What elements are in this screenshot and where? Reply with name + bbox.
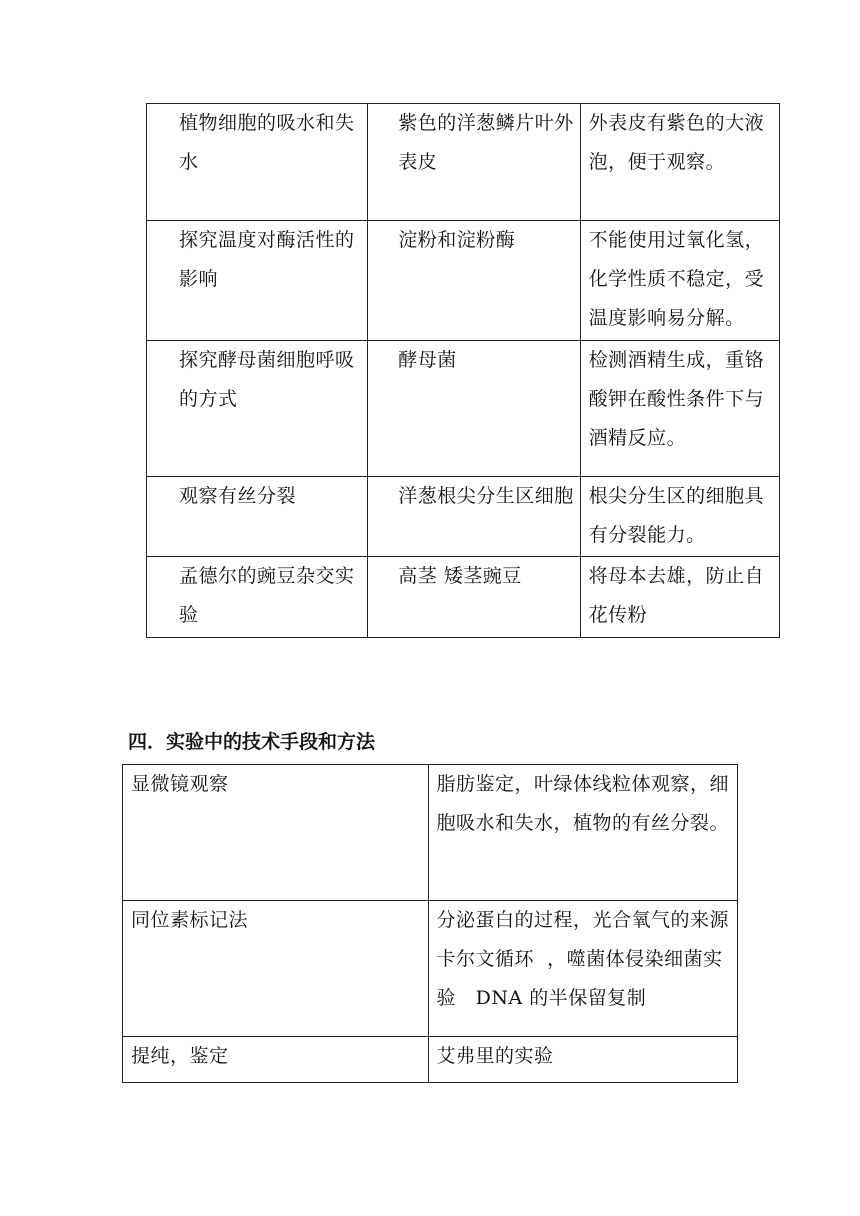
table-row (123, 765, 738, 901)
reason-cell: 根尖分生区的细胞具有分裂能力。 (580, 477, 779, 557)
examples-cell: 脂肪鉴定，叶绿体线粒体观察，细胞吸水和失水，植物的有丝分裂。 (428, 765, 738, 901)
material-cell: 酵母菌 (368, 341, 580, 477)
reason-cell: 不能使用过氧化氢，化学性质不稳定，受温度影响易分解。 (580, 221, 779, 341)
experiment-name-cell: 植物细胞的吸水和失水 (147, 104, 368, 221)
reason-cell: 外表皮有紫色的大液泡，便于观察。 (580, 104, 779, 221)
reason-cell: 检测酒精生成，重铬酸钾在酸性条件下与酒精反应。 (580, 341, 779, 477)
table-row (123, 1037, 738, 1083)
method-cell: 显微镜观察 (123, 765, 429, 901)
experiment-name-cell: 孟德尔的豌豆杂交实验 (147, 557, 368, 638)
table-row (123, 901, 738, 1037)
material-cell: 洋葱根尖分生区细胞 (368, 477, 580, 557)
method-cell: 提纯，鉴定 (123, 1037, 429, 1083)
material-cell: 淀粉和淀粉酶 (368, 221, 580, 341)
experiment-name-cell: 探究酵母菌细胞呼吸的方式 (147, 341, 368, 477)
methods-table (122, 764, 743, 1083)
reason-cell: 将母本去雄，防止自花传粉 (580, 557, 779, 638)
section-heading: 四．实验中的技术手段和方法 (128, 731, 376, 753)
material-cell: 紫色的洋葱鳞片叶外表皮 (368, 104, 580, 221)
table-row (147, 341, 780, 477)
table-row (147, 104, 780, 221)
examples-cell: 分泌蛋白的过程，光合氧气的来源 卡尔文循环 ，噬菌体侵染细菌实验 DNA 的半保留复制 (428, 901, 738, 1037)
table-row (147, 557, 780, 638)
examples-cell: 艾弗里的实验 (428, 1037, 738, 1083)
table-row (147, 477, 780, 557)
experiment-name-cell: 探究温度对酶活性的影响 (147, 221, 368, 341)
material-cell: 高茎 矮茎豌豆 (368, 557, 580, 638)
experiment-materials-table (146, 103, 780, 638)
experiment-name-cell: 观察有丝分裂 (147, 477, 368, 557)
table-row (147, 221, 780, 341)
method-cell: 同位素标记法 (123, 901, 429, 1037)
